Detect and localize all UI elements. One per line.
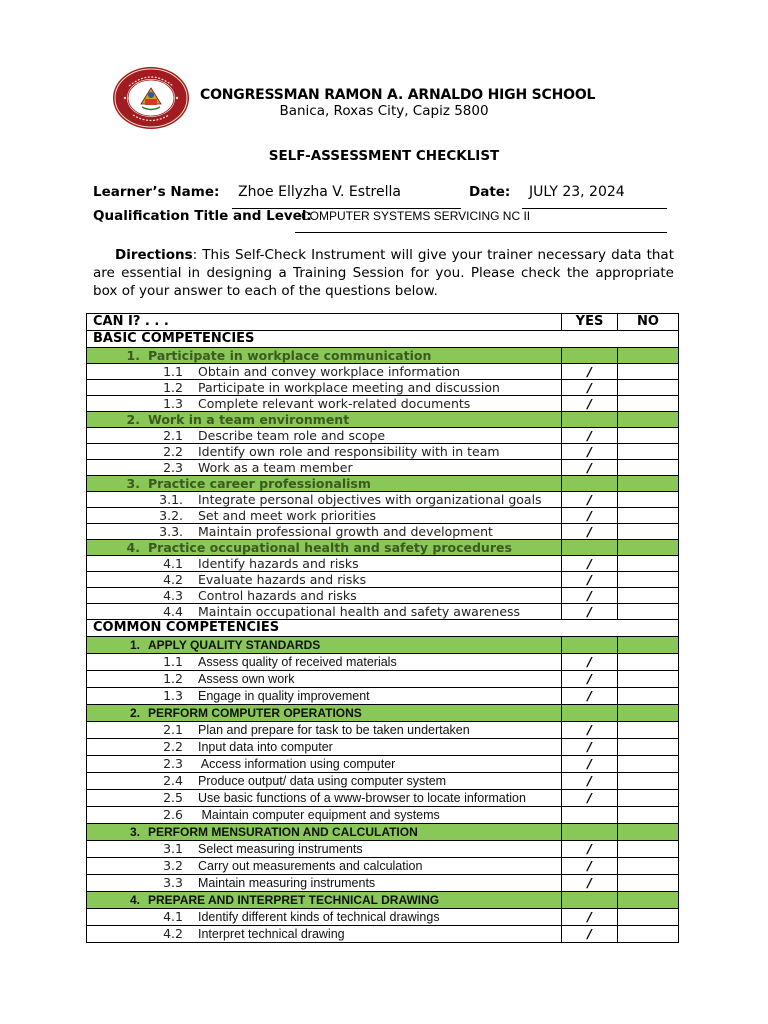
item-text: Maintain professional growth and development (198, 524, 493, 539)
no-check-cell[interactable] (618, 875, 679, 892)
checklist-item-row (87, 492, 679, 508)
self-assessment-table (86, 313, 679, 943)
competency-group-row (87, 476, 679, 492)
no-check-cell[interactable] (618, 380, 679, 396)
group-number: 3. (126, 476, 140, 491)
checklist-item-question (87, 588, 562, 604)
item-text: Describe team role and scope (198, 428, 386, 443)
checklist-item-question (87, 556, 562, 572)
checklist-item-row (87, 841, 679, 858)
competency-group-title (87, 824, 562, 841)
directions-paragraph (93, 246, 674, 300)
yes-cell[interactable] (562, 892, 618, 909)
group-title-text: APPLY QUALITY STANDARDS (148, 638, 321, 652)
item-text: Select measuring instruments (198, 842, 363, 856)
item-text: Assess quality of received materials (198, 655, 397, 669)
checklist-item-question (87, 492, 562, 508)
competency-group-row (87, 824, 679, 841)
section-header-row (87, 620, 679, 637)
item-text: Evaluate hazards and risks (198, 572, 367, 587)
yes-check-cell[interactable]: / (562, 841, 618, 858)
item-number: 1.1 (163, 654, 183, 669)
competency-group-row (87, 540, 679, 556)
checklist-item-question (87, 671, 562, 688)
checklist-item-row (87, 875, 679, 892)
date-label: Date: (469, 184, 511, 200)
checklist-item-row (87, 671, 679, 688)
checklist-item-question (87, 756, 562, 773)
item-number: 4.2 (163, 572, 183, 587)
qualification-underline (295, 232, 667, 233)
checklist-item-question (87, 926, 562, 943)
school-seal-logo (111, 66, 191, 130)
checklist-item-question (87, 790, 562, 807)
no-check-cell[interactable] (618, 926, 679, 943)
yes-check-cell[interactable]: / (562, 671, 618, 688)
header-yes: YES (562, 314, 618, 331)
header-can-i: CAN I? . . . (87, 314, 562, 331)
no-cell[interactable] (618, 412, 679, 428)
no-check-cell[interactable] (618, 688, 679, 705)
checklist-item-row (87, 556, 679, 572)
checklist-item-row (87, 364, 679, 380)
group-number: 3. (129, 825, 140, 839)
no-cell[interactable] (618, 892, 679, 909)
item-number: 3.1. (159, 492, 183, 507)
checklist-item-row (87, 909, 679, 926)
group-title-text: Work in a team environment (148, 412, 350, 427)
document-title: SELF-ASSESSMENT CHECKLIST (268, 148, 500, 164)
yes-cell[interactable] (562, 705, 618, 722)
checklist-item-question (87, 875, 562, 892)
checklist-item-row (87, 508, 679, 524)
checklist-item-row (87, 688, 679, 705)
checklist-item-question (87, 524, 562, 540)
date-value: JULY 23, 2024 (529, 184, 625, 200)
checklist-item-question (87, 841, 562, 858)
item-number: 2.1 (163, 428, 183, 443)
no-check-cell[interactable] (618, 739, 679, 756)
no-cell[interactable] (618, 476, 679, 492)
competency-group-row (87, 705, 679, 722)
item-number: 2.5 (163, 790, 183, 805)
checklist-item-row (87, 524, 679, 540)
no-check-cell[interactable] (618, 524, 679, 540)
no-cell[interactable] (618, 824, 679, 841)
checklist-item-question (87, 722, 562, 739)
item-number: 2.3 (163, 756, 183, 771)
no-check-cell[interactable] (618, 508, 679, 524)
item-text: Produce output/ data using computer system (198, 774, 447, 788)
competency-group-title (87, 348, 562, 364)
no-check-cell[interactable] (618, 444, 679, 460)
checklist-item-question (87, 572, 562, 588)
yes-check-cell[interactable]: / (562, 444, 618, 460)
item-number: 3.3 (163, 875, 183, 890)
yes-check-cell[interactable]: / (562, 722, 618, 739)
yes-check-cell[interactable]: / (562, 739, 618, 756)
no-check-cell[interactable] (618, 428, 679, 444)
item-number: 3.3. (159, 524, 183, 539)
item-text: Interpret technical drawing (198, 927, 345, 941)
checklist-item-question (87, 654, 562, 671)
yes-check-cell[interactable]: / (562, 773, 618, 790)
yes-cell[interactable] (562, 412, 618, 428)
checklist-item-question (87, 858, 562, 875)
no-check-cell[interactable] (618, 364, 679, 380)
group-title-text: Participate in workplace communication (148, 348, 432, 363)
checklist-item-row (87, 790, 679, 807)
no-check-cell[interactable] (618, 790, 679, 807)
checklist-item-question (87, 688, 562, 705)
competency-group-row (87, 637, 679, 654)
school-address: Banica, Roxas City, Capiz 5800 (279, 103, 489, 119)
item-number: 2.6 (163, 807, 183, 822)
checklist-item-row (87, 722, 679, 739)
no-check-cell[interactable] (618, 604, 679, 620)
item-number: 1.3 (163, 688, 183, 703)
item-number: 4.1 (163, 909, 183, 924)
checklist-item-row (87, 926, 679, 943)
no-check-cell[interactable] (618, 556, 679, 572)
section-header-row (87, 331, 679, 348)
directions-label: Directions (115, 247, 193, 263)
checklist-item-row (87, 428, 679, 444)
qualification-value: COMPUTER SYSTEMS SERVICING NC II (301, 209, 531, 223)
checklist-item-question (87, 364, 562, 380)
qualification-label: Qualification Title and Level: (93, 208, 312, 224)
item-number: 4.4 (163, 604, 183, 619)
group-number: 2. (129, 706, 140, 720)
yes-check-cell[interactable]: / (562, 909, 618, 926)
directions-text: : This Self-Check Instrument will give your trainer necessary data that are essential in designing a Training Session for you. Please check the appropriate box of your answer to each of the questions below. (93, 247, 674, 299)
no-check-cell[interactable] (618, 671, 679, 688)
item-text: Complete relevant work-related documents (198, 396, 471, 411)
no-check-cell[interactable] (618, 909, 679, 926)
checklist-item-row (87, 380, 679, 396)
competency-group-row (87, 348, 679, 364)
checklist-item-row (87, 460, 679, 476)
yes-cell[interactable] (562, 637, 618, 654)
yes-cell[interactable] (562, 348, 618, 364)
yes-check-cell[interactable]: / (562, 875, 618, 892)
no-cell[interactable] (618, 705, 679, 722)
checklist-item-question (87, 739, 562, 756)
no-check-cell[interactable] (618, 756, 679, 773)
checklist-item-row (87, 444, 679, 460)
no-cell[interactable] (618, 637, 679, 654)
item-number: 2.2 (163, 444, 183, 459)
group-number: 2. (126, 412, 140, 427)
group-number: 1. (126, 348, 140, 363)
competency-group-title (87, 540, 562, 556)
group-title-text: PERFORM COMPUTER OPERATIONS (148, 706, 362, 720)
item-number: 1.2 (163, 671, 183, 686)
no-check-cell[interactable] (618, 572, 679, 588)
checklist-item-row (87, 807, 679, 824)
item-text: Maintain occupational health and safety awareness (198, 604, 521, 619)
section-title: BASIC COMPETENCIES (87, 331, 679, 348)
checklist-item-question (87, 909, 562, 926)
item-text: Identify different kinds of technical drawings (198, 910, 440, 924)
item-number: 2.1 (163, 722, 183, 737)
yes-check-cell[interactable]: / (562, 556, 618, 572)
yes-check-cell[interactable]: / (562, 756, 618, 773)
yes-cell[interactable] (562, 476, 618, 492)
item-text: Plan and prepare for task to be taken undertaken (198, 723, 470, 737)
item-text: Identify own role and responsibility with in team (198, 444, 500, 459)
item-text: Engage in quality improvement (198, 689, 370, 703)
no-check-cell[interactable] (618, 807, 679, 824)
item-number: 2.2 (163, 739, 183, 754)
checklist-item-question (87, 428, 562, 444)
checklist-item-row (87, 858, 679, 875)
item-text: Set and meet work priorities (198, 508, 377, 523)
checklist-item-question (87, 604, 562, 620)
yes-check-cell[interactable]: / (562, 858, 618, 875)
yes-check-cell[interactable]: / (562, 428, 618, 444)
item-text: Assess own work (198, 672, 295, 686)
checklist-item-question (87, 380, 562, 396)
item-text: Identify hazards and risks (198, 556, 359, 571)
yes-check-cell[interactable]: / (562, 790, 618, 807)
checklist-item-row (87, 739, 679, 756)
checklist-item-question (87, 396, 562, 412)
yes-cell[interactable] (562, 540, 618, 556)
no-check-cell[interactable] (618, 492, 679, 508)
checklist-item-row (87, 773, 679, 790)
competency-group-title (87, 412, 562, 428)
no-check-cell[interactable] (618, 654, 679, 671)
checklist-item-row (87, 396, 679, 412)
item-text: Participate in workplace meeting and discussion (198, 380, 500, 395)
competency-group-title (87, 892, 562, 909)
item-text: Integrate personal objectives with organizational goals (198, 492, 542, 507)
no-cell[interactable] (618, 540, 679, 556)
item-number: 1.2 (163, 380, 183, 395)
no-check-cell[interactable] (618, 858, 679, 875)
no-check-cell[interactable] (618, 396, 679, 412)
item-text: Control hazards and risks (198, 588, 357, 603)
competency-group-row (87, 892, 679, 909)
item-number: 2.3 (163, 460, 183, 475)
item-text: Obtain and convey workplace information (198, 364, 461, 379)
item-number: 3.1 (163, 841, 183, 856)
school-name: CONGRESSMAN RAMON A. ARNALDO HIGH SCHOOL (200, 87, 596, 103)
yes-check-cell[interactable]: / (562, 508, 618, 524)
item-number: 3.2. (159, 508, 183, 523)
checklist-item-row (87, 588, 679, 604)
item-text: Use basic functions of a www-browser to locate information (198, 791, 526, 805)
item-text: Maintain measuring instruments (198, 876, 376, 890)
no-check-cell[interactable] (618, 460, 679, 476)
header-no: NO (618, 314, 679, 331)
group-title-text: Practice career professionalism (148, 476, 371, 491)
item-number: 4.3 (163, 588, 183, 603)
no-check-cell[interactable] (618, 588, 679, 604)
yes-check-cell[interactable]: / (562, 926, 618, 943)
item-number: 4.1 (163, 556, 183, 571)
group-title-text: PREPARE AND INTERPRET TECHNICAL DRAWING (148, 893, 440, 907)
table-header-row (87, 314, 679, 331)
yes-check-cell[interactable]: / (562, 604, 618, 620)
yes-check-cell[interactable]: / (562, 396, 618, 412)
item-text: Carry out measurements and calculation (198, 859, 423, 873)
section-title: COMMON COMPETENCIES (87, 620, 679, 637)
competency-group-row (87, 412, 679, 428)
yes-check-cell[interactable]: / (562, 364, 618, 380)
checklist-item-question (87, 460, 562, 476)
yes-check-cell[interactable]: / (562, 380, 618, 396)
no-check-cell[interactable] (618, 841, 679, 858)
item-text: Access information using computer (198, 757, 396, 771)
group-number: 4. (129, 893, 140, 907)
group-title-text: Practice occupational health and safety procedures (148, 540, 512, 555)
group-number: 1. (129, 638, 140, 652)
yes-check-cell[interactable]: / (562, 572, 618, 588)
item-number: 2.4 (163, 773, 183, 788)
checklist-item-question (87, 444, 562, 460)
no-check-cell[interactable] (618, 722, 679, 739)
yes-check-cell[interactable]: / (562, 492, 618, 508)
group-title-text: PERFORM MENSURATION AND CALCULATION (148, 825, 418, 839)
group-number: 4. (126, 540, 140, 555)
no-cell[interactable] (618, 348, 679, 364)
yes-check-cell[interactable] (562, 807, 618, 824)
competency-group-title (87, 705, 562, 722)
learner-name-value: Zhoe Ellyzha V. Estrella (238, 184, 401, 200)
item-text: Input data into computer (198, 740, 333, 754)
item-number: 3.2 (163, 858, 183, 873)
yes-cell[interactable] (562, 824, 618, 841)
checklist-item-question (87, 807, 562, 824)
yes-check-cell[interactable]: / (562, 688, 618, 705)
item-text: Maintain computer equipment and systems (198, 808, 440, 822)
competency-group-title (87, 476, 562, 492)
item-number: 1.1 (163, 364, 183, 379)
item-number: 4.2 (163, 926, 183, 941)
yes-check-cell[interactable]: / (562, 654, 618, 671)
checklist-item-question (87, 508, 562, 524)
checklist-item-row (87, 572, 679, 588)
yes-check-cell[interactable]: / (562, 588, 618, 604)
competency-group-title (87, 637, 562, 654)
checklist-item-row (87, 654, 679, 671)
yes-check-cell[interactable]: / (562, 460, 618, 476)
checklist-item-row (87, 756, 679, 773)
checklist-item-question (87, 773, 562, 790)
no-check-cell[interactable] (618, 773, 679, 790)
date-underline (522, 208, 667, 209)
checklist-item-row (87, 604, 679, 620)
yes-check-cell[interactable]: / (562, 524, 618, 540)
item-number: 1.3 (163, 396, 183, 411)
learner-name-label: Learner’s Name: (93, 184, 220, 200)
item-text: Work as a team member (198, 460, 353, 475)
